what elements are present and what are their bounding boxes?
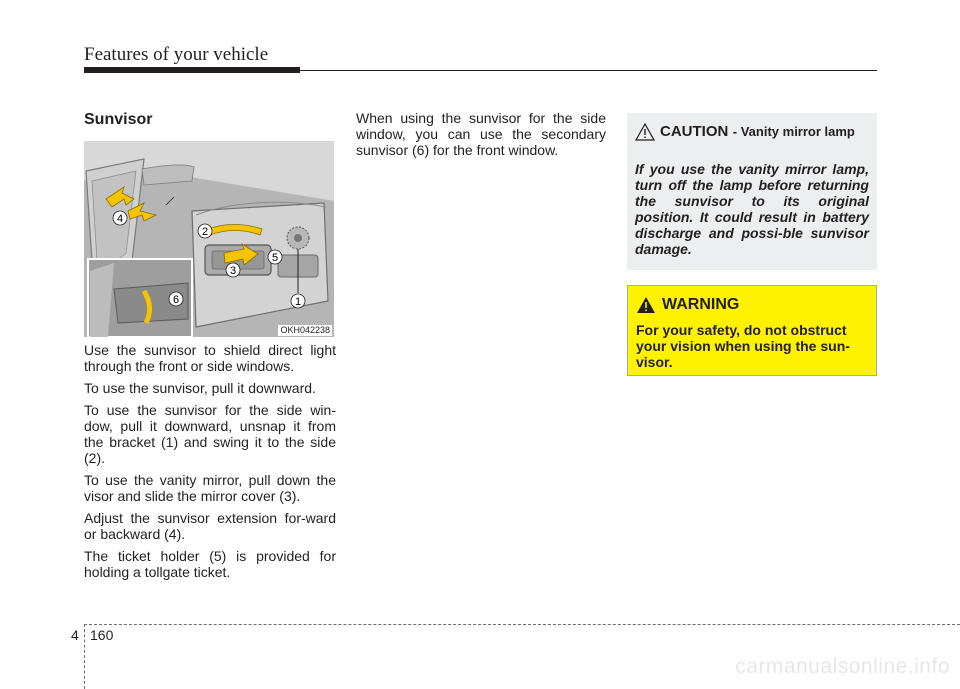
caution-topic: - Vanity mirror lamp [732,124,855,139]
paragraph: When using the sunvisor for the side window, you can use the secondary sunvisor (6) for the front window. [356,110,606,158]
left-column [84,110,336,586]
page-number: 160 [90,627,114,643]
callout-2 [198,224,212,238]
chapter-number: 4 [71,627,79,643]
svg-text:4: 4 [116,213,124,225]
header-title: Features of your vehicle [84,44,269,65]
figure-code: OKH042238 [280,325,330,335]
warning-heading [636,294,868,316]
caution-box [627,113,877,270]
caution-text: If you use the vanity mirror lamp, turn off the lamp before returning the sunvisor to its original position. It could result in battery discharge and possi-ble sunvisor damage. [635,161,869,257]
svg-text:5: 5 [271,252,279,264]
sunvisor-drawing [84,141,334,337]
warning-box [627,285,877,376]
paragraph: Adjust the sunvisor extension for-ward or backward (4). [84,510,336,542]
caution-heading [635,123,869,157]
middle-column [356,110,606,164]
svg-text:2: 2 [201,226,209,238]
warning-text: For your safety, do not obstruct your vision when using the sun-visor. [636,322,850,370]
header-bar [84,67,300,73]
caution-triangle-icon [635,123,655,141]
svg-text:3: 3 [229,265,237,277]
callout-4 [113,211,127,225]
paragraph: To use the vanity mirror, pull down the visor and slide the mirror cover (3). [84,472,336,504]
watermark: carmanualsonline.info [735,655,950,678]
warning-label: WARNING [662,296,740,313]
caution-label: CAUTION [660,123,729,140]
paragraph: Use the sunvisor to shield direct light through the front or side windows. [84,342,336,374]
footer-rule [84,624,960,625]
svg-text:6: 6 [172,294,180,306]
warning-triangle-icon [636,296,656,314]
footer-divider [84,624,85,689]
paragraph: To use the sunvisor for the side win-dow, pull it downward, unsnap it from the bracket (1) and swing it to the side (2). [84,402,336,466]
callout-5 [268,250,282,264]
svg-text:1: 1 [294,296,302,308]
sunvisor-illustration [84,141,334,337]
callout-3 [226,263,240,277]
paragraph: To use the sunvisor, pull it downward. [84,380,316,396]
header-rule [300,70,877,71]
paragraph: The ticket holder (5) is provided for holding a tollgate ticket. [84,548,336,580]
callout-6 [169,292,183,306]
section-title: Sunvisor [84,111,153,128]
callout-1 [291,294,305,308]
